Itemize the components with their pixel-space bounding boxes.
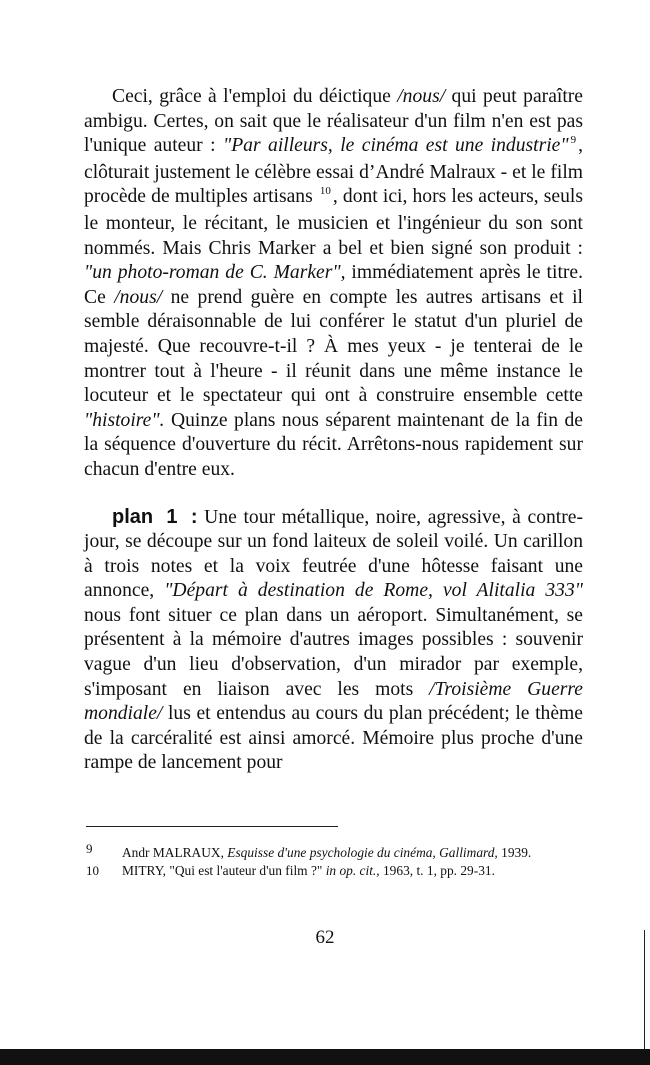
text-run: , dont ici, hors les acteurs, seuls le monteur, le récitant, le musicien et l'ingénieur du son sont nommés. Mais Chris Marker a bel et bien signé son produit : — [84, 186, 583, 259]
footnote-9 — [86, 841, 583, 862]
paragraph-plan-1 — [84, 505, 583, 777]
paragraph-intro — [84, 85, 583, 483]
italic-run: Esquisse d'une psychologie du cinéma, Gallimard, — [227, 845, 498, 860]
footnotes — [86, 841, 583, 880]
text-run: Quinze plans nous séparent maintenant de la fin de la séquence d'ouverture du récit. Arrêtons-nous rapidement sur chacun d'entre eux. — [84, 409, 583, 480]
footnote-ref-10[interactable]: 10 — [319, 185, 331, 198]
text-run: qui peut paraître ambigu. Certes, on sait que le réalisateur d'un film n'en est pas l'unique auteur : — [84, 86, 583, 157]
quote-announcement: "Départ à destination de Rome, vol Alitalia 333" — [164, 580, 583, 602]
footnote-10 — [86, 862, 583, 880]
text-run: MITRY, "Qui est l'auteur d'un film ?" — [122, 863, 326, 878]
scan-edge-bottom — [0, 1049, 650, 1065]
text-run: Andr MALRAUX, — [122, 845, 228, 860]
quote-photo-roman: "un photo-roman de C. Marker", — [84, 262, 346, 284]
footnote-separator — [86, 826, 338, 827]
footnote-number: 9 — [86, 841, 93, 856]
italic-run: /nous/ — [114, 286, 163, 308]
text-run: lus et entendus au cours du plan précédent; le thème de la carcéralité est ainsi amorcé. Mémoire plus proche d'une rampe de lancement pour — [84, 703, 583, 774]
text-run: ne prend guère en compte les autres artisans et il semble déraisonnable de lui conférer le statut d'un pluriel de majesté. Que recouvre-t-il ? À mes yeux - je tenterai de le montrer tout à l'heure - il réunit dans une même instance le locuteur et le spectateur qui ont à construire ensemble cette — [84, 286, 583, 407]
italic-run: /Troisième Guerre mondiale/ — [84, 678, 583, 725]
text-run: , clôturait justement le célèbre essai d’André Malraux - et le film procède de multiples artisans — [84, 135, 583, 208]
text-run: nous font situer ce plan dans un aéroport. Simultanément, se présentent à la mémoire d'autres images possibles : souvenir vague d'un lieu d'observation, d'un mirador par exemple, s'imposant en liaison avec les mots — [84, 604, 583, 700]
italic-run: in op. cit., — [325, 863, 380, 878]
scan-edge-right — [644, 930, 650, 1050]
main-text — [84, 85, 583, 776]
text-run: Une tour métallique, noire, agressive, à contre-jour, se découpe sur un fond laiteux de soleil voilé. Un carillon à trois notes et la voix feutrée d'une hôtesse faisant une annonce, — [84, 506, 583, 602]
text-run: 1963, t. 1, pp. 29-31. — [379, 863, 495, 878]
page-number: 62 — [315, 927, 335, 948]
text-run: 1939. — [497, 845, 532, 860]
quote-malraux: "Par ailleurs, le cinéma est une industrie" — [222, 135, 569, 157]
text-run: Ceci, grâce à l'emploi du déictique — [112, 86, 398, 107]
footnote-ref-9[interactable]: 9 — [570, 134, 577, 147]
plan-1-heading: plan 1 : — [112, 505, 198, 528]
italic-run: /nous/ — [397, 86, 446, 107]
quote-histoire: "histoire". — [84, 409, 165, 431]
footnote-number: 10 — [86, 863, 99, 878]
text-run: immédiatement après le titre. Ce — [84, 262, 584, 308]
